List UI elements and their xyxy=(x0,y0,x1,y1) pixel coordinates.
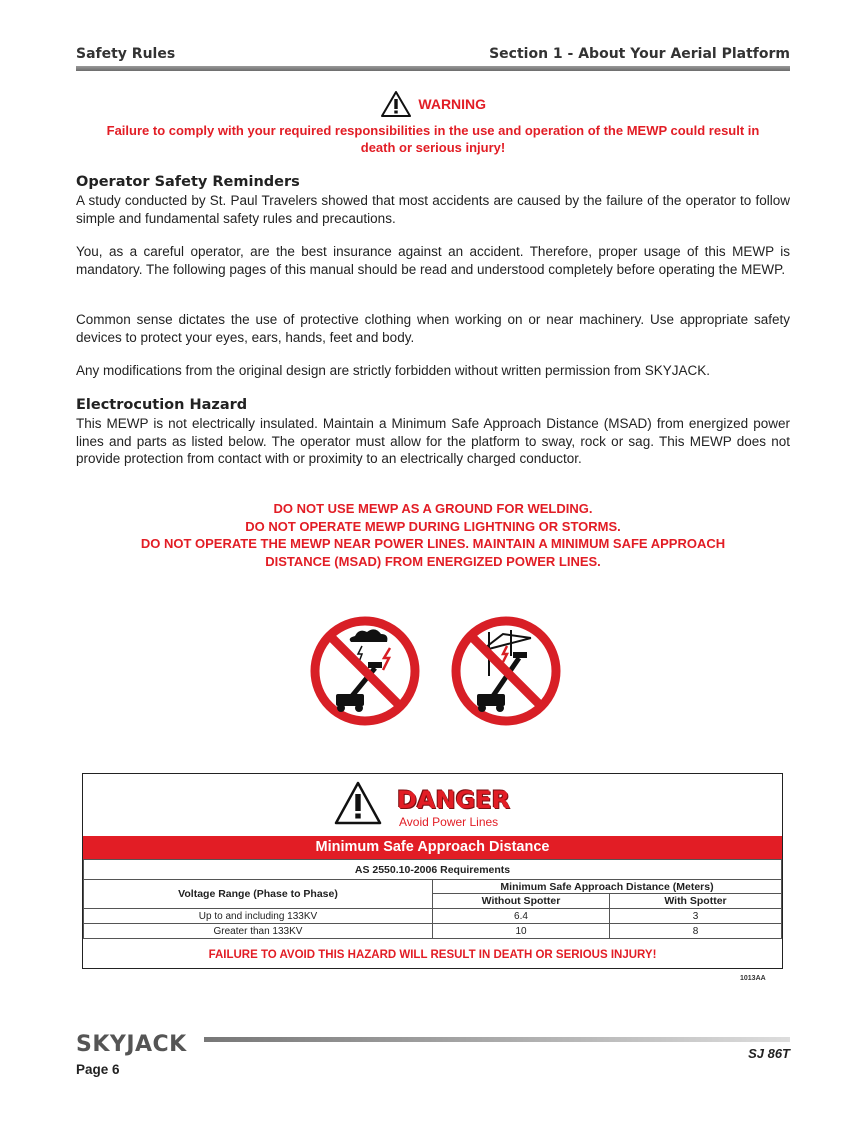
no-power-lines-operation-icon xyxy=(451,616,561,726)
with-spotter-cell: 3 xyxy=(610,909,782,924)
danger-header xyxy=(83,774,782,836)
header-section-title: Safety Rules xyxy=(76,46,176,62)
warning-heading xyxy=(0,90,866,118)
without-spotter-cell: 10 xyxy=(433,924,610,939)
decal-code: 1013AA xyxy=(740,975,766,982)
danger-triangle-icon xyxy=(333,780,383,826)
page-number: Page 6 xyxy=(76,1062,120,1077)
operator-heading: Operator Safety Reminders xyxy=(76,174,300,190)
skyjack-logo: SKYJACK xyxy=(76,1032,187,1057)
failure-warning: FAILURE TO AVOID THIS HAZARD WILL RESULT IN DEATH OR SERIOUS INJURY! xyxy=(208,949,657,961)
voltage-column-header: Voltage Range (Phase to Phase) xyxy=(84,880,433,909)
warning-triangle-icon xyxy=(380,90,412,118)
power-lines-warning: DO NOT OPERATE THE MEWP NEAR POWER LINES. MAINTAIN A MINIMUM SAFE APPROACH DISTANCE (MSAD) FROM ENERGIZED POWER LINES. xyxy=(140,536,726,569)
welding-warning: DO NOT USE MEWP AS A GROUND FOR WELDING. xyxy=(273,501,593,516)
msad-table xyxy=(83,859,782,939)
operator-paragraph-2: You, as a careful operator, are the best insurance against an accident. Therefore, proper usage of this MEWP is mandatory. The following pages of this manual should be read and understood completely before operating the MEWP. xyxy=(76,244,790,277)
msad-column-header: Minimum Safe Approach Distance (Meters) xyxy=(433,880,782,894)
warning-text: Failure to comply with your required responsibilities in the use and operation of the MEWP could result in death or serious injury! xyxy=(106,123,760,155)
operator-paragraph-3: Common sense dictates the use of protective clothing when working on or near machinery. Use appropriate safety devices to protect your eyes, ears, hands, feet and body. xyxy=(76,312,790,345)
danger-title: DANGER xyxy=(397,786,511,814)
table-row xyxy=(84,924,782,939)
lightning-warning: DO NOT OPERATE MEWP DURING LIGHTNING OR STORMS. xyxy=(245,518,621,534)
danger-decal xyxy=(82,773,783,969)
requirements-label: AS 2550.10-2006 Requirements xyxy=(84,860,782,880)
electrocution-warnings xyxy=(80,500,786,570)
warning-title: WARNING xyxy=(418,96,487,112)
voltage-range-cell: Up to and including 133KV xyxy=(84,909,433,924)
without-spotter-cell: 6.4 xyxy=(433,909,610,924)
msad-title-bar: Minimum Safe Approach Distance xyxy=(83,836,782,859)
footer-rule xyxy=(204,1037,790,1042)
header-rule xyxy=(76,66,790,71)
operator-paragraph-1: A study conducted by St. Paul Travelers showed that most accidents are caused by the failure of the operator to follow simple and fundamental safety rules and precautions. xyxy=(76,193,790,226)
header-chapter-title: Section 1 - About Your Aerial Platform xyxy=(489,46,790,62)
table-row xyxy=(84,909,782,924)
model-number: SJ 86T xyxy=(748,1046,790,1061)
with-spotter-header: With Spotter xyxy=(610,894,782,909)
voltage-range-cell: Greater than 133KV xyxy=(84,924,433,939)
operator-paragraph-4: Any modifications from the original design are strictly forbidden without written permission from SKYJACK. xyxy=(76,363,711,378)
electrocution-paragraph: This MEWP is not electrically insulated. Maintain a Minimum Safe Approach Distance (MSAD) from energized power lines and parts as listed below. The operator must allow for the platform to sway, rock or sag. This MEWP does not provide protection from contact with or proximity to an electrically charged conductor. xyxy=(76,416,790,466)
with-spotter-cell: 8 xyxy=(610,924,782,939)
electrocution-heading: Electrocution Hazard xyxy=(76,397,248,413)
danger-subtitle: Avoid Power Lines xyxy=(399,815,499,829)
without-spotter-header: Without Spotter xyxy=(433,894,610,909)
no-lightning-operation-icon xyxy=(310,616,420,726)
